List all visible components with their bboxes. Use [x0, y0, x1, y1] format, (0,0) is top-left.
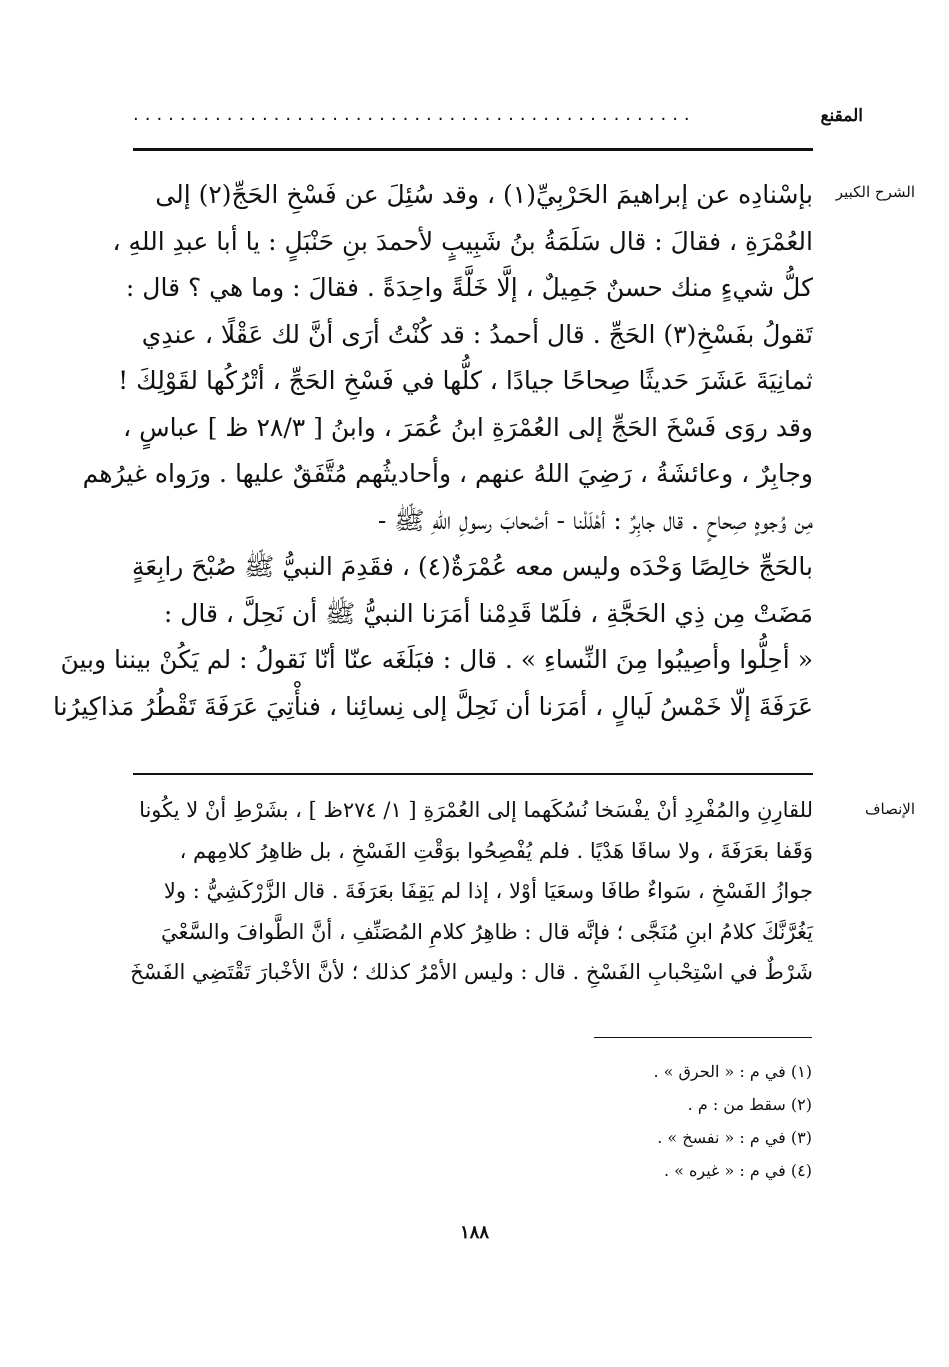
- sharh-line: تَقولُ بفَسْخِ(٣) الحَجِّ . قال أحمدُ : قد كُنْتُ أرَى أنَّ لك عَقْلًا ، عندِي: [141, 319, 813, 349]
- sharh-line: العُمْرَةِ ، فقالَ : قال سَلَمَةُ بنُ شَبِيبٍ لأحمدَ بنِ حَنْبَلٍ : يا أبا عبدِ اللهِ ،: [112, 226, 813, 256]
- sharh-line: مِن وُجوهٍ صِحاحٍ . قال جابِرٌ : أهْلَلْنا - أصْحابَ رسولِ اللهِ ﷺ -: [377, 505, 813, 535]
- sharh-line: مَضَتْ مِن ذِي الحَجَّةِ ، فلَمّا قَدِمْنا أمَرَنا النبيُّ ﷺ أن نَحِلَّ ، قال :: [163, 598, 813, 628]
- insaf-text-block: [130, 790, 813, 993]
- sharh-line: كلُّ شيءٍ منك حسنٌ جَمِيلٌ ، إلَّا خَلَّةً واحِدَةً . فقالَ : وما هي ؟ قال :: [125, 273, 813, 302]
- header-dotted-leader: ................................................: [133, 104, 696, 125]
- sharh-line: وجابِرٌ ، وعائشَةُ ، رَضِيَ اللهُ عنهم ، وأحاديثُهم مُتَّفَقٌ عليها . ورَواه غيرُهم: [82, 459, 813, 488]
- footnote: (١) في م : « الحرق » .: [653, 1062, 812, 1081]
- sharh-line: « أحِلُّوا وأصِيبُوا مِنَ النِّساءِ » . قال : فبَلَغَه عنّا أنّا نَقولُ : لم يَكُنْ بيننا وبينَ: [60, 645, 813, 674]
- side-label-sharh: الشرح الكبير: [835, 183, 915, 201]
- footnote-rule: [594, 1037, 812, 1038]
- insaf-line: جوازُ الفَسْخِ ، سَواءٌ طافَا وسعَيَا أوْلا ، إذا لم يَقِفَا بعَرَفَةَ . قال الزَّرْكَشِيُّ : ولا: [163, 879, 813, 903]
- footnotes: [653, 1055, 812, 1187]
- page-number: ١٨٨: [459, 1222, 489, 1243]
- footnote: (٤) في م : « غيره » .: [663, 1161, 812, 1180]
- sharh-line: ثمانِيَةَ عَشَرَ حَديثًا صِحاحًا جيادًا ، كلُّها في فَسْخِ الحَجِّ ، أتْرُكُها لقَوْلِكَ !: [118, 366, 813, 395]
- sharh-text-block: [53, 172, 813, 730]
- sharh-line: بالحَجِّ خالِصًا وَحْدَه وليس معه عُمْرَةٌ(٤) ، فقَدِمَ النبيُّ ﷺ صُبْحَ رابِعَةٍ: [131, 552, 813, 581]
- header-rule: [133, 148, 813, 151]
- sharh-line: بإسْنادِه عن إبراهيمَ الحَرْبِيِّ(١) ، وقد سُئِلَ عن فَسْخِ الحَجِّ(٢) إلى: [155, 180, 813, 209]
- insaf-line: شَرْطٌ في اسْتِحْبابِ الفَسْخِ . قال : وليس الأمْرُ كذلك ؛ لأنَّ الأخْبارَ تَقْتَضِي الفَسْخَ: [130, 960, 813, 984]
- side-label-insaf: الإنصاف: [864, 800, 915, 818]
- footnote: (٣) في م : « نفسخ » .: [657, 1128, 812, 1147]
- insaf-line: وَقَفا بعَرَفَةَ ، ولا ساقَا هَدْيًا . فلم يُفْصِحُوا بوَقْتِ الفَسْخِ ، بل ظاهِرُ كلامِهم ،: [179, 838, 813, 863]
- insaf-line: للقارِنِ والمُفْرِدِ أنْ يفْسَخا نُسُكَهما إلى العُمْرَةِ [ ١/ ٢٧٤ظ ] ، بشَرْطِ أنْ لا يكُونا: [139, 798, 813, 822]
- insaf-line: يَغُرَّنَّكَ كلامُ ابنِ مُنَجَّى ؛ فإنَّه قال : ظاهِرُ كلامِ المُصَنِّفِ ، أنَّ الطَّوافَ والسَّعْيَ: [160, 919, 813, 944]
- sharh-line: عَرَفَةَ إلّا خَمْسُ لَيالٍ ، أمَرَنا أن نَحِلَّ إلى نِسائِنا ، فنأْتِيَ عَرَفَةَ تَقْطُرُ مَذاكِيرُنا: [53, 691, 813, 721]
- running-title: المقنع: [820, 106, 863, 126]
- footnote: (٢) سقط من : م .: [687, 1095, 812, 1114]
- section-divider: [133, 773, 813, 775]
- sharh-line: وقد روَى فَسْخَ الحَجِّ إلى العُمْرَةِ ابنُ عُمَرَ ، وابنُ [ ٢٨/٣ ظ ] عباسٍ ،: [123, 412, 813, 442]
